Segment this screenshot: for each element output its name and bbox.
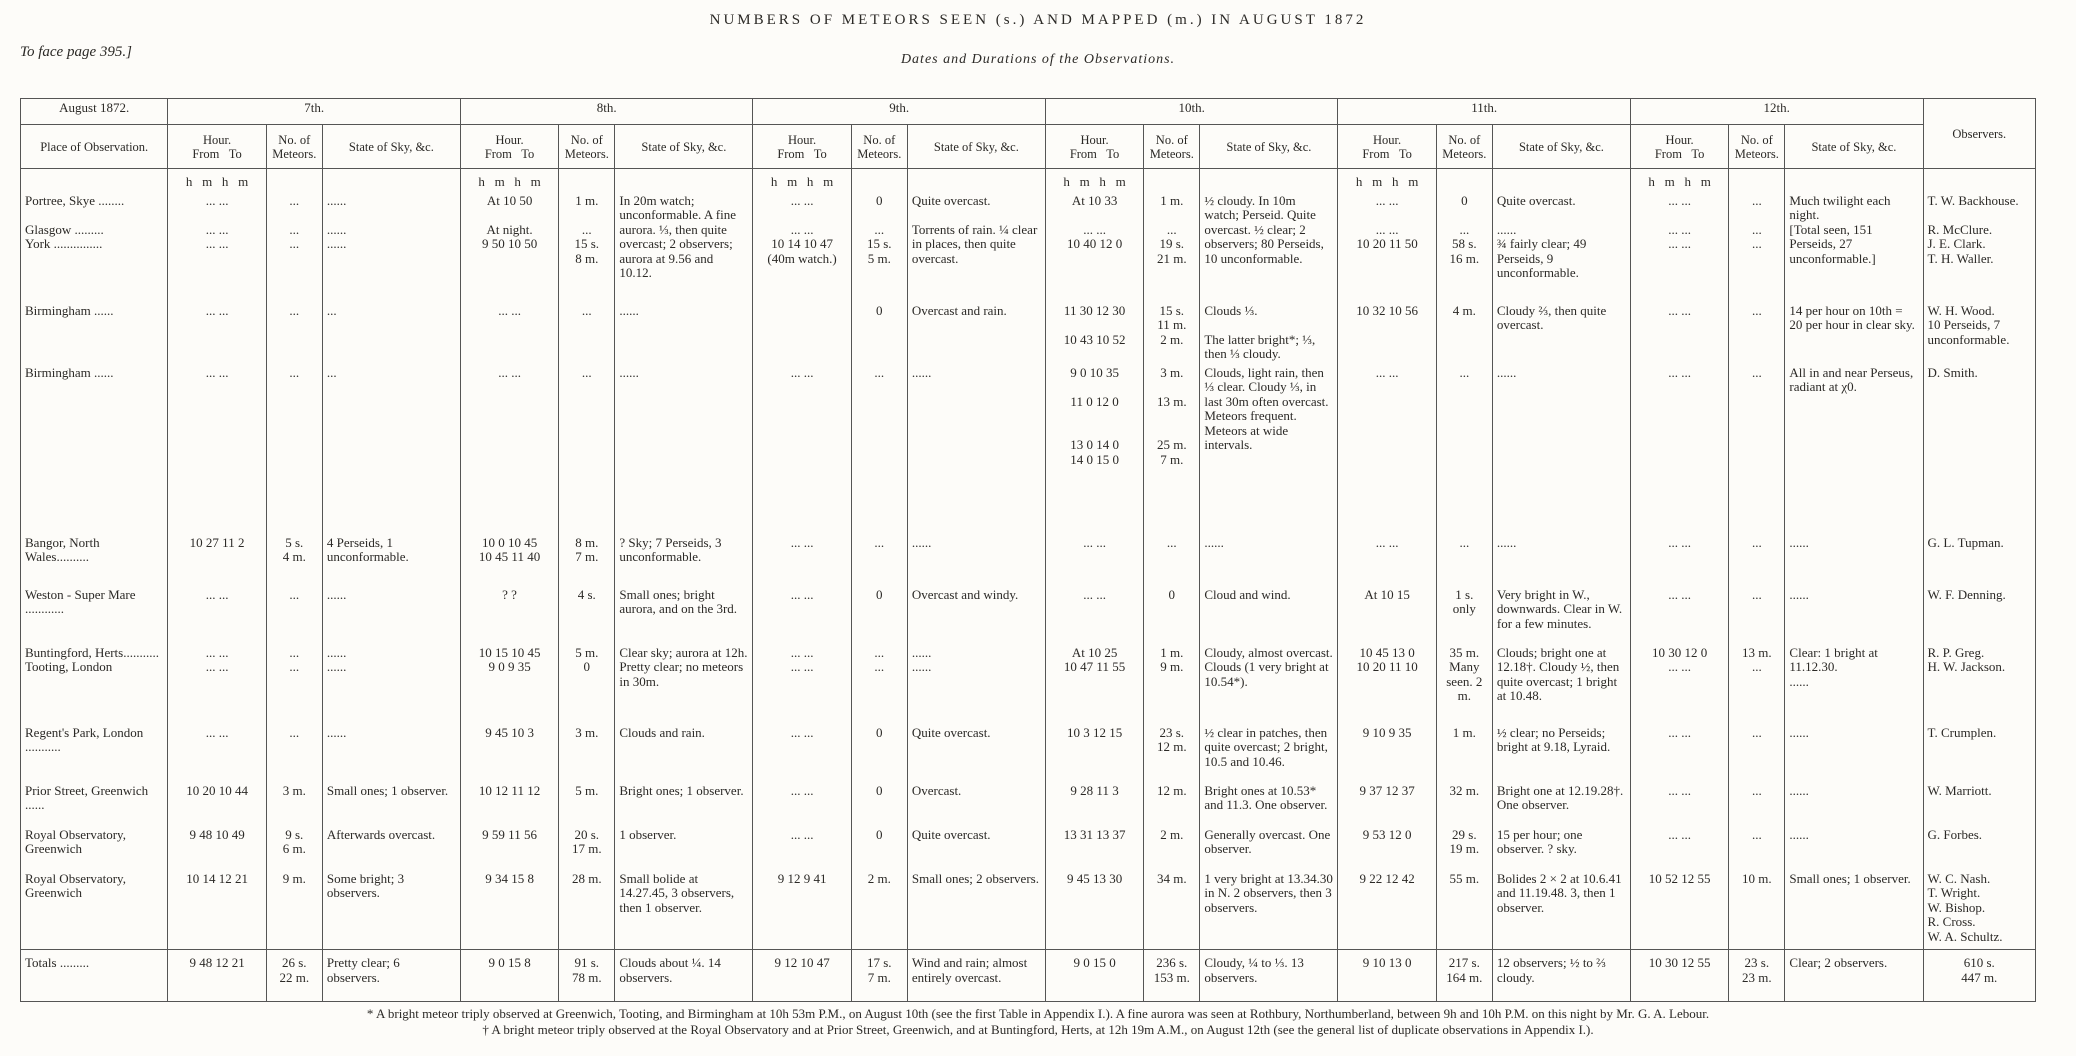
hour-cell: ... ...: [1630, 364, 1728, 534]
hour-cell: At 10 33 ... ... 10 40 12 0: [1045, 192, 1143, 302]
table-row: [21, 586, 2036, 644]
hour-cell: 10 30 12 0 ... ...: [1630, 644, 1728, 724]
table-row: [21, 724, 2036, 782]
hour-cell: ... ...: [753, 586, 851, 644]
sky-cell: Small bolide at 14.27.45, 3 observers, then 1 observer.: [615, 870, 753, 950]
hour-cell: ... ...: [168, 302, 266, 364]
date-header-12: 12th.: [1630, 99, 1923, 125]
place-cell: Prior Street, Greenwich ......: [21, 782, 168, 826]
totals-label: Totals .........: [21, 950, 168, 1002]
sky-cell: Clouds about ¼. 14 observers.: [615, 950, 753, 1002]
meteor-count-cell: 5 s. 4 m.: [266, 534, 322, 586]
observer-cell: R. P. Greg. H. W. Jackson.: [1923, 644, 2036, 724]
meteor-count-cell: 236 s. 153 m.: [1144, 950, 1200, 1002]
meteor-count-cell: 28 m.: [559, 870, 615, 950]
units-cell: h m h m: [1630, 169, 1728, 192]
hour-cell: ... ...: [753, 364, 851, 534]
meteor-count-cell: ...: [266, 724, 322, 782]
sky-cell: Quite overcast.: [907, 724, 1045, 782]
sky-cell: Bolides 2 × 2 at 10.6.41 and 11.19.48. 3, then 1 observer.: [1492, 870, 1630, 950]
table-row: [21, 192, 2036, 302]
sky-cell: ......: [1492, 534, 1630, 586]
meteor-count-cell: 91 s. 78 m.: [559, 950, 615, 1002]
meteor-count-cell: 1 m. ... 15 s. 8 m.: [559, 192, 615, 302]
hour-cell: ... ...: [1630, 534, 1728, 586]
meteor-count-cell: ...: [266, 364, 322, 534]
hour-cell: ... ... ... ...: [168, 644, 266, 724]
hour-cell: 9 10 9 35: [1338, 724, 1436, 782]
sky-cell: ...: [322, 364, 460, 534]
sky-cell: Generally overcast. One observer.: [1200, 826, 1338, 870]
meteor-count-cell: 1 m. 9 m.: [1144, 644, 1200, 724]
sky-cell: Some bright; 3 observers.: [322, 870, 460, 950]
page-reference: To face page 395.]: [20, 44, 132, 60]
meteor-count-cell: 26 s. 22 m.: [266, 950, 322, 1002]
meteor-count-cell: 9 m.: [266, 870, 322, 950]
meteor-count-cell: ... ...: [851, 644, 907, 724]
sky-cell: Small ones; 1 observer.: [1785, 870, 1923, 950]
sky-cell: Quite overcast. Torrents of rain. ¼ clear in places, then quite overcast.: [907, 192, 1045, 302]
date-header-8: 8th.: [460, 99, 753, 125]
place-cell: Buntingford, Herts........... Tooting, London: [21, 644, 168, 724]
hour-cell: ... ...: [1338, 534, 1436, 586]
hour-cell: ... ... ... ... ... ...: [168, 192, 266, 302]
meteor-count-cell: ... ... ...: [1729, 192, 1785, 302]
meteor-count-cell: 23 s. 23 m.: [1729, 950, 1785, 1002]
sky-cell: Cloud and wind.: [1200, 586, 1338, 644]
hour-cell: 10 15 10 45 9 0 9 35: [460, 644, 558, 724]
hour-cell: ... ...: [1630, 586, 1728, 644]
units-cell: h m h m: [1338, 169, 1436, 192]
sky-cell: ? Sky; 7 Perseids, 3 unconformable.: [615, 534, 753, 586]
hour-cell: 9 48 10 49: [168, 826, 266, 870]
hour-cell: 10 30 12 55: [1630, 950, 1728, 1002]
sky-cell: ......: [1785, 534, 1923, 586]
sky-header: State of Sky, &c.: [615, 125, 753, 169]
meteors-header: No. of Meteors.: [1144, 125, 1200, 169]
hour-cell: 9 22 12 42: [1338, 870, 1436, 950]
observer-cell: W. H. Wood. 10 Perseids, 7 unconformable.: [1923, 302, 2036, 364]
sky-cell: ...... ......: [322, 644, 460, 724]
hour-cell: 9 12 9 41: [753, 870, 851, 950]
hour-cell: ... ...: [1045, 534, 1143, 586]
sky-cell: ½ cloudy. In 10m watch; Perseid. Quite overcast. ½ clear; 2 observers; 80 Perseids, 10 unconformable.: [1200, 192, 1338, 302]
sky-cell: ......: [615, 302, 753, 364]
meteor-count-cell: 20 s. 17 m.: [559, 826, 615, 870]
place-cell: Weston - Super Mare ............: [21, 586, 168, 644]
hour-cell: 10 0 10 45 10 45 11 40: [460, 534, 558, 586]
hour-cell: ... ...: [1630, 724, 1728, 782]
units-cell: h m h m: [1045, 169, 1143, 192]
hour-cell: ... ...: [168, 586, 266, 644]
meteor-count-cell: ...: [266, 302, 322, 364]
place-cell: Birmingham ......: [21, 302, 168, 364]
meteor-count-cell: 35 m. Many seen. 2 m.: [1436, 644, 1492, 724]
table-row: [21, 826, 2036, 870]
totals-row: [21, 950, 2036, 1002]
sky-cell: ½ clear in patches, then quite overcast; 2 bright, 10.5 and 10.46.: [1200, 724, 1338, 782]
sky-cell: Clear: 1 bright at 11.12.30. ......: [1785, 644, 1923, 724]
sky-cell: ......: [615, 364, 753, 534]
place-header: Place of Observation.: [21, 125, 168, 169]
sky-cell: Cloudy ⅔, then quite overcast.: [1492, 302, 1630, 364]
date-header-11: 11th.: [1338, 99, 1631, 125]
hour-header: Hour. From To: [753, 125, 851, 169]
hour-cell: 9 34 15 8: [460, 870, 558, 950]
meteor-count-cell: 3 m. 13 m. 25 m. 7 m.: [1144, 364, 1200, 534]
sky-cell: ......: [1785, 724, 1923, 782]
hour-cell: 9 53 12 0: [1338, 826, 1436, 870]
meteor-count-cell: 0: [1144, 586, 1200, 644]
meteor-count-cell: 10 m.: [1729, 870, 1785, 950]
hour-header: Hour. From To: [168, 125, 266, 169]
meteor-count-cell: ...: [1729, 782, 1785, 826]
hour-header: Hour. From To: [460, 125, 558, 169]
meteor-count-cell: ...: [1729, 364, 1785, 534]
meteor-count-cell: 17 s. 7 m.: [851, 950, 907, 1002]
sky-cell: 1 observer.: [615, 826, 753, 870]
sky-cell: Afterwards overcast.: [322, 826, 460, 870]
hour-cell: ... ...: [168, 364, 266, 534]
observers-header: Observers.: [1923, 99, 2036, 169]
page-subtitle: Dates and Durations of the Observations.: [900, 52, 1176, 67]
footnote: † A bright meteor triply observed at the Royal Observatory and at Prior Street, Greenwich, and at Buntingford, Herts, at 12h 19m A.M., on August 12th (see the general list of duplicate observations in Appendix I.).: [482, 1022, 1594, 1037]
meteor-count-cell: ...: [1729, 534, 1785, 586]
sky-cell: ......: [1785, 586, 1923, 644]
meteor-count-cell: 1 m. ... 19 s. 21 m.: [1144, 192, 1200, 302]
units-row: [21, 169, 2036, 192]
sky-cell: ......: [322, 724, 460, 782]
meteors-header: No. of Meteors.: [851, 125, 907, 169]
hour-cell: 10 20 10 44: [168, 782, 266, 826]
hour-cell: ... ...: [460, 302, 558, 364]
sky-cell: Overcast and windy.: [907, 586, 1045, 644]
hour-cell: ... ... ... ... 10 14 10 47 (40m watch.): [753, 192, 851, 302]
meteor-count-cell: ...: [1144, 534, 1200, 586]
observer-cell: T. W. Backhouse. R. McClure. J. E. Clark. T. H. Waller.: [1923, 192, 2036, 302]
hour-cell: ... ...: [1045, 586, 1143, 644]
date-header-7: 7th.: [168, 99, 461, 125]
meteor-count-cell: 8 m. 7 m.: [559, 534, 615, 586]
meteor-count-cell: 0: [851, 586, 907, 644]
observer-cell: W. F. Denning.: [1923, 586, 2036, 644]
units-cell: h m h m: [460, 169, 558, 192]
sky-cell: ......: [907, 534, 1045, 586]
hour-cell: ... ...: [753, 724, 851, 782]
hour-cell: 9 0 15 0: [1045, 950, 1143, 1002]
table-row: [21, 364, 2036, 534]
hour-cell: 10 32 10 56: [1338, 302, 1436, 364]
meteor-count-cell: ...: [1729, 826, 1785, 870]
hour-cell: 13 31 13 37: [1045, 826, 1143, 870]
date-header-10: 10th.: [1045, 99, 1338, 125]
sky-cell: 1 very bright at 13.34.30 in N. 2 observers, then 3 observers.: [1200, 870, 1338, 950]
hour-cell: ... ... ... ... 10 20 11 50: [1338, 192, 1436, 302]
hour-header: Hour. From To: [1338, 125, 1436, 169]
meteor-count-cell: ... ...: [266, 644, 322, 724]
meteor-count-cell: 2 m.: [1144, 826, 1200, 870]
meteor-count-cell: 217 s. 164 m.: [1436, 950, 1492, 1002]
hour-cell: 10 3 12 15: [1045, 724, 1143, 782]
hour-cell: 9 59 11 56: [460, 826, 558, 870]
table-row: [21, 870, 2036, 950]
meteor-count-cell: ...: [1436, 364, 1492, 534]
table-row: [21, 782, 2036, 826]
hour-cell: At 10 15: [1338, 586, 1436, 644]
sky-cell: ......: [1200, 534, 1338, 586]
sky-cell: All in and near Perseus, radiant at χ0.: [1785, 364, 1923, 534]
sky-header: State of Sky, &c.: [907, 125, 1045, 169]
sky-cell: Bright ones; 1 observer.: [615, 782, 753, 826]
column-header-row: [21, 125, 2036, 169]
sky-cell: Small ones; 1 observer.: [322, 782, 460, 826]
sky-cell: Quite overcast.: [907, 826, 1045, 870]
hour-cell: ... ...: [753, 826, 851, 870]
place-cell: Bangor, North Wales..........: [21, 534, 168, 586]
meteor-count-cell: 3 m.: [266, 782, 322, 826]
meteor-count-cell: ...: [1729, 302, 1785, 364]
sky-cell: ...... ......: [907, 644, 1045, 724]
sky-cell: Overcast.: [907, 782, 1045, 826]
sky-cell: Bright one at 12.19.28†. One observer.: [1492, 782, 1630, 826]
meteor-count-cell: ...: [851, 534, 907, 586]
hour-cell: 9 0 10 35 11 0 12 0 13 0 14 0 14 0 15 0: [1045, 364, 1143, 534]
sky-cell: Quite overcast. ...... ¾ fairly clear; 49 Perseids, 9 unconformable.: [1492, 192, 1630, 302]
hour-cell: ... ...: [753, 782, 851, 826]
hour-cell: ... ...: [1630, 302, 1728, 364]
sky-cell: In 20m watch; unconformable. A fine aurora. ⅓, then quite overcast; 2 observers; aurora at 9.56 and 10.12.: [615, 192, 753, 302]
hour-header: Hour. From To: [1045, 125, 1143, 169]
sky-cell: ½ clear; no Perseids; bright at 9.18, Lyraid.: [1492, 724, 1630, 782]
sky-cell: Small ones; bright aurora, and on the 3rd.: [615, 586, 753, 644]
sky-cell: Clouds ⅓. The latter bright*; ⅓, then ⅓ cloudy.: [1200, 302, 1338, 364]
hour-cell: 10 45 13 0 10 20 11 10: [1338, 644, 1436, 724]
sky-cell: Overcast and rain.: [907, 302, 1045, 364]
hour-cell: 9 12 10 47: [753, 950, 851, 1002]
place-cell: Regent's Park, London ...........: [21, 724, 168, 782]
sky-cell: 14 per hour on 10th = 20 per hour in clear sky.: [1785, 302, 1923, 364]
meteor-count-cell: 2 m.: [851, 870, 907, 950]
table-row: [21, 534, 2036, 586]
sky-cell: Bright ones at 10.53* and 11.3. One observer.: [1200, 782, 1338, 826]
units-cell: h m h m: [753, 169, 851, 192]
sky-cell: Very bright in W., downwards. Clear in W. for a few minutes.: [1492, 586, 1630, 644]
observer-cell: G. L. Tupman.: [1923, 534, 2036, 586]
place-cell: Birmingham ......: [21, 364, 168, 534]
meteor-count-cell: 12 m.: [1144, 782, 1200, 826]
meteor-count-cell: 0 ... 58 s. 16 m.: [1436, 192, 1492, 302]
hour-cell: At 10 25 10 47 11 55: [1045, 644, 1143, 724]
meteors-header: No. of Meteors.: [266, 125, 322, 169]
hour-cell: 9 0 15 8: [460, 950, 558, 1002]
place-cell: Portree, Skye ........ Glasgow ......... York ...............: [21, 192, 168, 302]
meteor-count-cell: ...: [1729, 586, 1785, 644]
hour-cell: ... ...: [460, 364, 558, 534]
meteors-header: No. of Meteors.: [1729, 125, 1785, 169]
sky-cell: Clouds; bright one at 12.18†. Cloudy ½, then quite overcast; 1 bright at 10.48.: [1492, 644, 1630, 724]
sky-cell: Pretty clear; 6 observers.: [322, 950, 460, 1002]
table-row: [21, 644, 2036, 724]
meteor-count-cell: ...: [559, 302, 615, 364]
sky-cell: ......: [322, 586, 460, 644]
sky-cell: Small ones; 2 observers.: [907, 870, 1045, 950]
sky-cell: ......: [1785, 782, 1923, 826]
hour-cell: ... ...: [1630, 826, 1728, 870]
observer-cell: D. Smith.: [1923, 364, 2036, 534]
table-row: [21, 302, 2036, 364]
hour-cell: 9 45 10 3: [460, 724, 558, 782]
sky-cell: Clouds and rain.: [615, 724, 753, 782]
meteor-count-cell: 4 m.: [1436, 302, 1492, 364]
hour-cell: 10 27 11 2: [168, 534, 266, 586]
sky-header: State of Sky, &c.: [1200, 125, 1338, 169]
meteor-count-cell: ...: [559, 364, 615, 534]
meteor-count-cell: 15 s. 11 m. 2 m.: [1144, 302, 1200, 364]
meteor-count-cell: 0: [851, 724, 907, 782]
meteor-count-cell: 13 m. ...: [1729, 644, 1785, 724]
meteor-count-cell: 5 m.: [559, 782, 615, 826]
hour-cell: 10 52 12 55: [1630, 870, 1728, 950]
meteor-count-cell: ...: [851, 364, 907, 534]
observer-cell: W. Marriott.: [1923, 782, 2036, 826]
meteor-count-cell: ...: [1729, 724, 1785, 782]
sky-cell: ......: [1492, 364, 1630, 534]
meteor-count-cell: 4 s.: [559, 586, 615, 644]
month-header: August 1872.: [21, 99, 168, 125]
sky-cell: ......: [907, 364, 1045, 534]
meteor-count-cell: 0: [851, 302, 907, 364]
meteor-count-cell: 1 m.: [1436, 724, 1492, 782]
sky-cell: Clouds, light rain, then ⅓ clear. Cloudy ⅓, in last 30m often overcast. Meteors frequent. Meteors at wide intervals.: [1200, 364, 1338, 534]
hour-cell: 9 45 13 30: [1045, 870, 1143, 950]
sky-cell: Wind and rain; almost entirely overcast.: [907, 950, 1045, 1002]
sky-cell: 4 Perseids, 1 unconformable.: [322, 534, 460, 586]
meteor-count-cell: 55 m.: [1436, 870, 1492, 950]
units-cell: h m h m: [168, 169, 266, 192]
sky-header: State of Sky, &c.: [322, 125, 460, 169]
observer-cell: T. Crumplen.: [1923, 724, 2036, 782]
hour-cell: 10 12 11 12: [460, 782, 558, 826]
sky-cell: Cloudy, ¼ to ⅓. 13 observers.: [1200, 950, 1338, 1002]
meteor-count-cell: ...: [1436, 534, 1492, 586]
observer-cell: 610 s. 447 m.: [1923, 950, 2036, 1002]
meteor-count-cell: 0 ... 15 s. 5 m.: [851, 192, 907, 302]
meteor-count-cell: 3 m.: [559, 724, 615, 782]
sky-cell: 15 per hour; one observer. ? sky.: [1492, 826, 1630, 870]
hour-cell: ? ?: [460, 586, 558, 644]
hour-cell: ... ... ... ... ... ...: [1630, 192, 1728, 302]
hour-cell: [753, 302, 851, 364]
footnote: * A bright meteor triply observed at Greenwich, Tooting, and Birmingham at 10h 53m P.M., on August 10th (see the first Table in Appendix I.). A fine aurora was seen at Rothbury, Northumberland, between 9h and 10h P.M. on this night by Mr. G. A. Lebour.: [366, 1006, 1710, 1021]
observer-cell: W. C. Nash. T. Wright. W. Bishop. R. Cross. W. A. Schultz.: [1923, 870, 2036, 950]
meteors-header: No. of Meteors.: [1436, 125, 1492, 169]
sky-header: State of Sky, &c.: [1492, 125, 1630, 169]
sky-cell: Much twilight each night. [Total seen, 151 Perseids, 27 unconformable.]: [1785, 192, 1923, 302]
sky-cell: Clear; 2 observers.: [1785, 950, 1923, 1002]
sky-header: State of Sky, &c.: [1785, 125, 1923, 169]
place-cell: Royal Observatory, Greenwich: [21, 870, 168, 950]
hour-cell: ... ...: [753, 534, 851, 586]
hour-cell: 11 30 12 30 10 43 10 52: [1045, 302, 1143, 364]
hour-cell: At 10 50 At night. 9 50 10 50: [460, 192, 558, 302]
hour-cell: 9 48 12 21: [168, 950, 266, 1002]
hour-cell: 9 28 11 3: [1045, 782, 1143, 826]
meteor-count-cell: 9 s. 6 m.: [266, 826, 322, 870]
hour-cell: ... ...: [168, 724, 266, 782]
meteor-count-cell: 23 s. 12 m.: [1144, 724, 1200, 782]
hour-cell: ... ...: [1630, 782, 1728, 826]
hour-cell: ... ...: [1338, 364, 1436, 534]
date-header-9: 9th.: [753, 99, 1046, 125]
meteor-count-cell: 34 m.: [1144, 870, 1200, 950]
table-body: [21, 169, 2036, 1002]
hour-cell: 9 37 12 37: [1338, 782, 1436, 826]
hour-header: Hour. From To: [1630, 125, 1728, 169]
sky-cell: ......: [1785, 826, 1923, 870]
hour-cell: 9 10 13 0: [1338, 950, 1436, 1002]
meteor-count-cell: ...: [266, 586, 322, 644]
hour-cell: ... ... ... ...: [753, 644, 851, 724]
meteor-count-cell: ... ... ...: [266, 192, 322, 302]
sky-cell: ...... ...... ......: [322, 192, 460, 302]
meteors-header: No. of Meteors.: [559, 125, 615, 169]
sky-cell: ...: [322, 302, 460, 364]
meteor-count-cell: 0: [851, 826, 907, 870]
sky-cell: Cloudy, almost overcast. Clouds (1 very bright at 10.54*).: [1200, 644, 1338, 724]
hour-cell: 10 14 12 21: [168, 870, 266, 950]
meteor-table: [20, 98, 2036, 1002]
observer-cell: G. Forbes.: [1923, 826, 2036, 870]
sky-cell: Clear sky; aurora at 12h. Pretty clear; no meteors in 30m.: [615, 644, 753, 724]
page-title: NUMBERS OF METEORS SEEN (s.) AND MAPPED (m.) IN AUGUST 1872: [709, 12, 1367, 28]
meteor-count-cell: 1 s. only: [1436, 586, 1492, 644]
meteor-count-cell: 32 m.: [1436, 782, 1492, 826]
sky-cell: 12 observers; ½ to ⅔ cloudy.: [1492, 950, 1630, 1002]
meteor-count-cell: 29 s. 19 m.: [1436, 826, 1492, 870]
place-cell: Royal Observatory, Greenwich: [21, 826, 168, 870]
meteor-count-cell: 0: [851, 782, 907, 826]
meteor-count-cell: 5 m. 0: [559, 644, 615, 724]
